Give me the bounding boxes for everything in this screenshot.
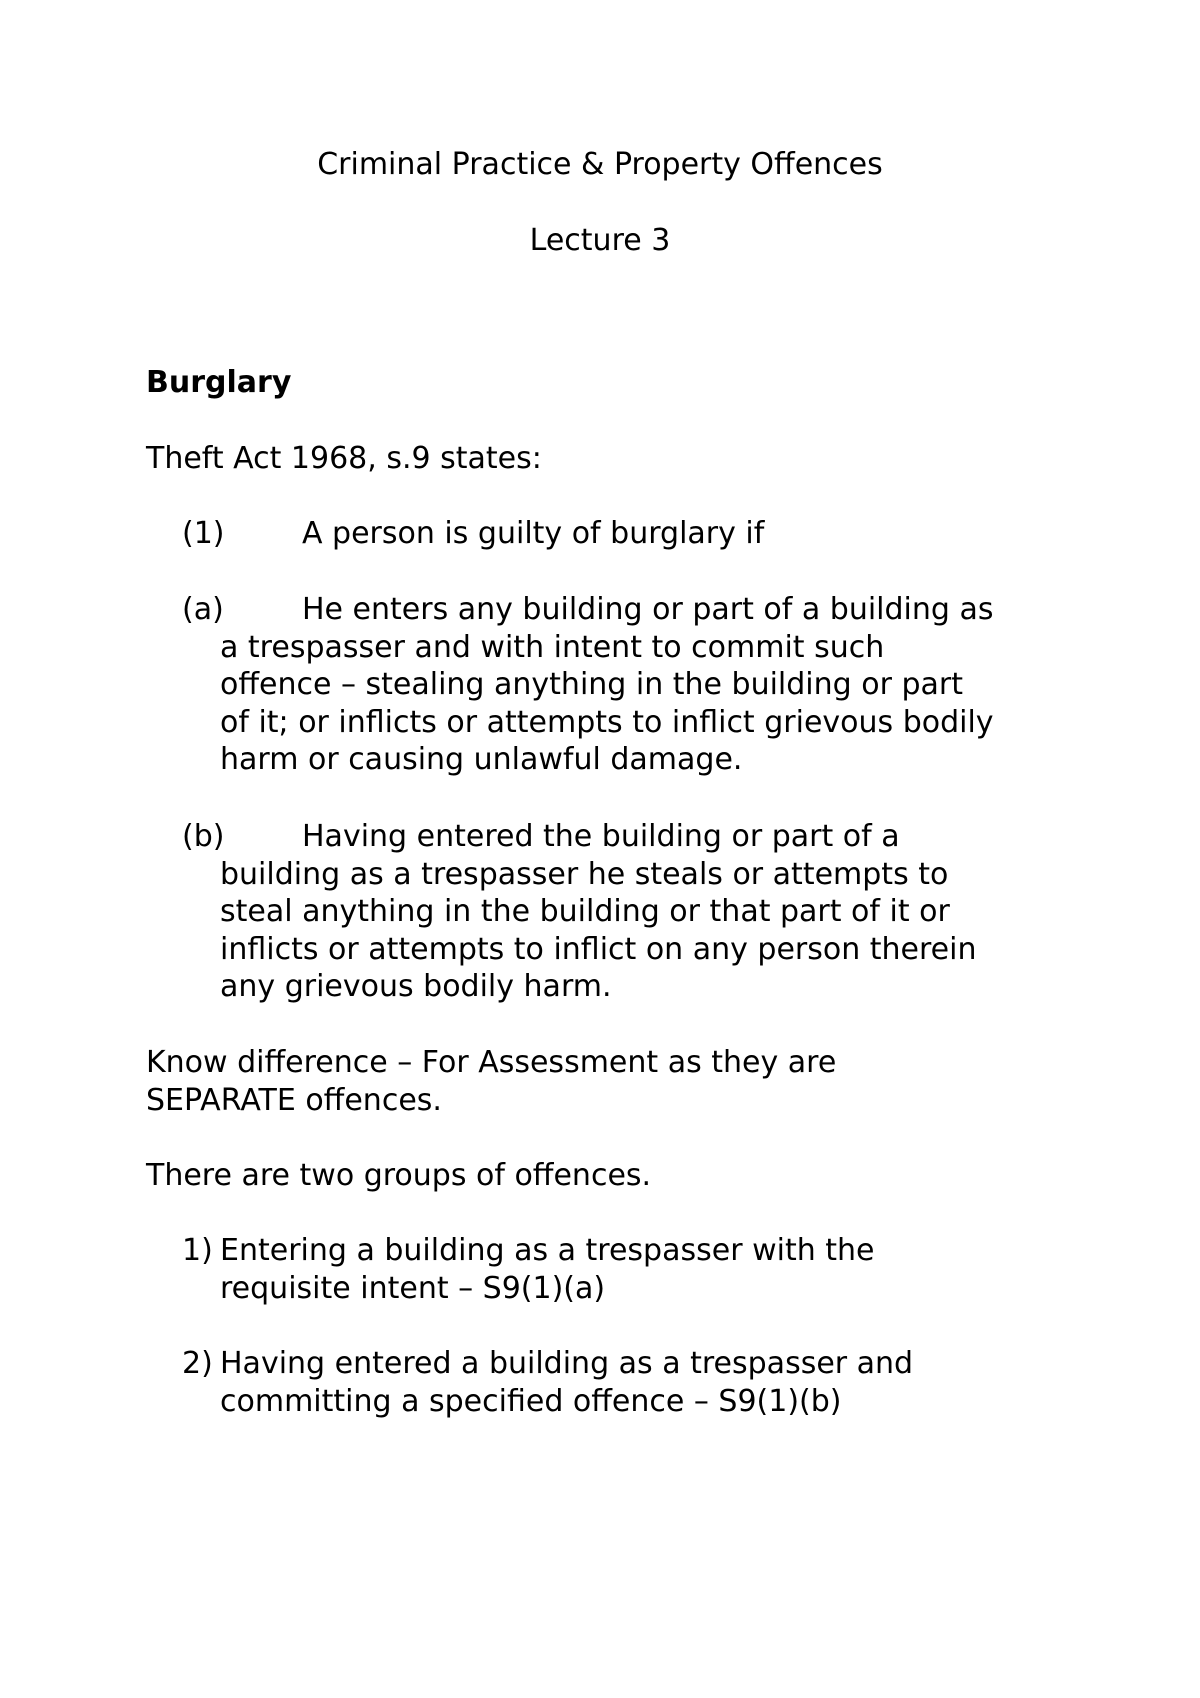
clause-b-line: building as a trespasser he steals or attempts to xyxy=(220,856,949,892)
statute-intro: Theft Act 1968, s.9 states: xyxy=(146,441,542,476)
clause-b-line: steal anything in the building or that part of it or xyxy=(220,894,950,929)
group-1-first-line: Entering a building as a trespasser with the xyxy=(220,1233,875,1268)
clause-a-body xyxy=(220,629,1120,779)
groups-intro: There are two groups of offences. xyxy=(146,1158,652,1193)
clause-a-line: of it; or inflicts or attempts to inflict grievous bodily xyxy=(220,704,994,740)
group-2-first-line: Having entered a building as a trespasser and xyxy=(220,1346,914,1381)
section-heading: Burglary xyxy=(146,365,292,400)
group-1-label: 1) xyxy=(182,1233,213,1268)
clause-a-line: offence – stealing anything in the building or part xyxy=(220,667,963,702)
clause-b-body xyxy=(220,856,1120,1006)
clause-a-line: a trespasser and with intent to commit such xyxy=(220,629,885,665)
group-2-second-line: committing a specified offence – S9(1)(b) xyxy=(220,1383,842,1419)
group-1-second-line: requisite intent – S9(1)(a) xyxy=(220,1270,606,1306)
group-2-label: 2) xyxy=(182,1346,213,1381)
document-subtitle: Lecture 3 xyxy=(529,223,671,258)
clause-b-line: inflicts or attempts to inflict on any person therein xyxy=(220,931,977,967)
know-difference-line: Know difference – For Assessment as they are xyxy=(146,1045,837,1080)
clause-b-line: any grievous bodily harm. xyxy=(220,969,612,1004)
clause-b-label: (b) xyxy=(182,819,225,854)
clause-a-first-line: He enters any building or part of a building as xyxy=(302,592,994,627)
clause-a-line: harm or causing unlawful damage. xyxy=(220,742,743,777)
clause-b-first-line: Having entered the building or part of a xyxy=(302,819,900,854)
know-difference-line: SEPARATE offences. xyxy=(146,1082,442,1118)
clause-a-label: (a) xyxy=(182,592,224,627)
clause-1-label: (1) xyxy=(182,516,225,551)
clause-1-text: A person is guilty of burglary if xyxy=(302,516,765,551)
document-title: Criminal Practice & Property Offences xyxy=(317,147,883,182)
